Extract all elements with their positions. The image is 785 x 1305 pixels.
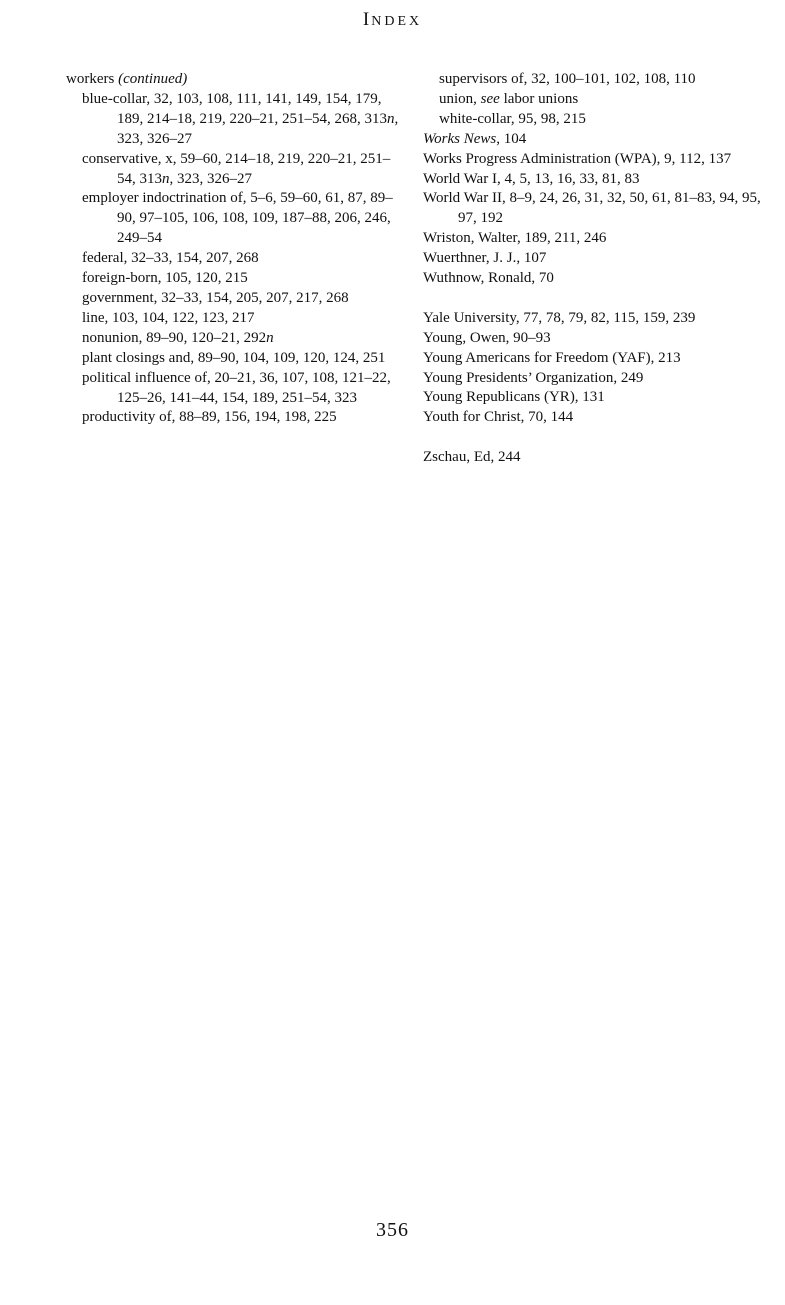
letter-gap [423, 428, 768, 448]
index-entry-wuthnow: Wuthnow, Ronald, 70 [423, 270, 554, 287]
index-subentry-employer-indoctrination: employer indoctrination of, 5–6, 59–60, 61, 87, 89–90, 97–105, 106, 108, 109, 187–88, 206, 246, 249–54 [82, 190, 393, 247]
index-entry-yaf: Young Americans for Freedom (YAF), 213 [423, 349, 681, 366]
index-subentry-foreign-born: foreign-born, 105, 120, 215 [82, 270, 248, 287]
index-subentry-supervisors: supervisors of, 32, 100–101, 102, 108, 110 [439, 71, 696, 87]
index-entry-world-war-1: World War I, 4, 5, 13, 16, 33, 81, 83 [423, 170, 640, 187]
index-entry-yale: Yale University, 77, 78, 79, 82, 115, 159, 239 [423, 309, 696, 326]
index-subentry-plant-closings: plant closings and, 89–90, 104, 109, 120, 124, 251 [82, 349, 386, 366]
index-entry-world-war-2: World War II, 8–9, 24, 26, 31, 32, 50, 61, 81–83, 94, 95, 97, 192 [423, 190, 761, 227]
index-column-right [423, 70, 768, 468]
index-subentry-union: union, see labor unions [439, 90, 579, 107]
index-subentry-line: line, 103, 104, 122, 123, 217 [82, 309, 255, 326]
running-header [0, 9, 785, 31]
index-entry-young-republicans: Young Republicans (YR), 131 [423, 389, 605, 406]
running-header-rest: NDEX [371, 14, 423, 29]
letter-gap [423, 289, 768, 309]
index-entry-youth-for-christ: Youth for Christ, 70, 144 [423, 409, 574, 426]
index-entry-works-news: Works News, 104 [423, 130, 527, 147]
index-entry-wriston: Wriston, Walter, 189, 211, 246 [423, 230, 607, 247]
index-subentry-political-influence: political influence of, 20–21, 36, 107, 108, 121–22, 125–26, 141–44, 154, 189, 251–54, 323 [82, 369, 391, 406]
index-entry-workers: workers (continued) [66, 71, 188, 87]
index-entry-wuerthner: Wuerthner, J. J., 107 [423, 250, 547, 267]
index-subentry-government: government, 32–33, 154, 205, 207, 217, 268 [82, 289, 349, 306]
index-subentry-conservative: conservative, x, 59–60, 214–18, 219, 220–21, 251–54, 313n, 323, 326–27 [82, 150, 391, 187]
index-entry-young-owen: Young, Owen, 90–93 [423, 329, 551, 346]
index-column-left [66, 70, 401, 428]
index-entry-ypo: Young Presidents’ Organization, 249 [423, 369, 644, 386]
page-number: 356 [376, 1219, 409, 1241]
index-entry-wpa: Works Progress Administration (WPA), 9, 112, 137 [423, 150, 732, 167]
index-subentry-blue-collar: blue-collar, 32, 103, 108, 111, 141, 149, 154, 179, 189, 214–18, 219, 220–21, 251–54, 268, 313n, 323, 326–27 [82, 90, 399, 147]
index-subentry-nonunion: nonunion, 89–90, 120–21, 292n [82, 329, 274, 346]
index-entry-zschau: Zschau, Ed, 244 [423, 449, 521, 466]
index-subentry-federal: federal, 32–33, 154, 207, 268 [82, 250, 259, 267]
index-subentry-white-collar: white-collar, 95, 98, 215 [439, 110, 586, 127]
running-header-initial: I [362, 9, 372, 30]
index-subentry-productivity: productivity of, 88–89, 156, 194, 198, 225 [82, 409, 337, 426]
